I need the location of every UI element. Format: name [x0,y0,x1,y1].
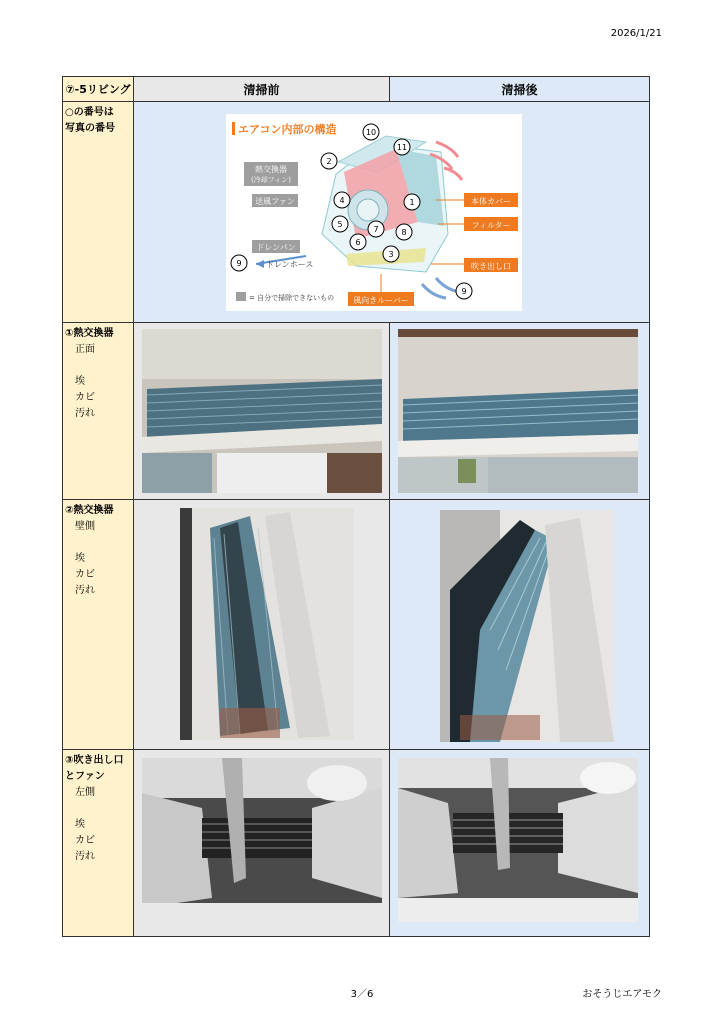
report-date: 2026/1/21 [610,28,662,39]
row-2-after [390,500,650,750]
row-2-label [63,500,134,750]
label-blower-fan: 送風ファン [255,197,295,206]
row-2-note: カビ [75,569,95,580]
row-3-title-1: ③吹き出し口 [65,755,124,766]
marker-1: 1 [409,198,415,207]
marker-3: 3 [388,250,394,259]
row-2-title: ②熱交換器 [65,505,114,516]
row-3-note: 埃 [75,819,85,830]
label-filter: フィルター [471,221,511,230]
marker-9-right: 9 [461,287,467,296]
diagram-cell [134,102,650,323]
label-cooling-fin: (冷却フィン) [251,176,291,184]
heat-exchanger-wall-before-photo [180,508,354,740]
marker-2: 2 [326,157,332,166]
intro-line-2: 写真の番号 [65,123,115,134]
row-1-label [63,323,134,500]
row-3-note: カビ [75,835,95,846]
row-3-label [63,750,134,937]
row-1-sub: 正面 [75,344,95,355]
label-heat-exchanger: 熱交換器 [255,165,287,174]
row-3-sub: 左側 [75,787,95,798]
row-2-before [134,500,390,750]
heat-exchanger-front-after-photo [398,329,638,493]
marker-11: 11 [396,143,408,152]
company-name: おそうじエアモク [582,989,662,1000]
intro-line-1: ○の番号は [65,107,114,118]
marker-6: 6 [355,238,361,247]
row-2-sub: 壁側 [75,521,95,532]
marker-4: 4 [339,196,345,205]
marker-8: 8 [401,228,407,237]
after-header: 清掃後 [390,77,650,102]
row-1-title: ①熱交換器 [65,328,114,339]
row-3-note: 汚れ [75,851,95,862]
marker-9-left: 9 [236,259,242,268]
outlet-fan-before-photo [142,758,382,922]
aircon-diagram-svg [226,114,522,311]
marker-10: 10 [365,128,377,137]
row-1-note: 埃 [75,376,85,387]
marker-5: 5 [337,220,343,229]
before-header: 清掃前 [134,77,390,102]
row-3-after [390,750,650,937]
intro-label [63,102,134,323]
label-louver: 風向きルーバー [353,296,409,305]
row-1-note: カビ [75,392,95,403]
room-label: ⑦-5リビング [63,77,134,102]
row-2-note: 埃 [75,553,85,564]
heat-exchanger-front-before-photo [142,329,382,493]
diagram-title: エアコン内部の構造 [238,123,337,136]
row-3-title-2: とファン [65,771,105,782]
heat-exchanger-wall-after-photo [440,510,614,742]
marker-7: 7 [373,225,379,234]
row-1-after [390,323,650,500]
aircon-structure-diagram [226,114,522,311]
outlet-fan-after-photo [398,758,638,922]
label-body-cover: 本体カバー [471,197,511,206]
page-number: 3／6 [350,989,374,1000]
cleaning-report-table [62,76,650,937]
label-outlet: 吹き出し口 [471,262,511,271]
row-3-before [134,750,390,937]
label-drain-pan: ドレンパン [256,243,296,252]
row-1-note: 汚れ [75,408,95,419]
label-drain-hose: ドレンホース [266,260,314,269]
row-2-note: 汚れ [75,585,95,596]
row-1-before [134,323,390,500]
legend-text: = 自分で掃除できないもの [249,294,335,302]
